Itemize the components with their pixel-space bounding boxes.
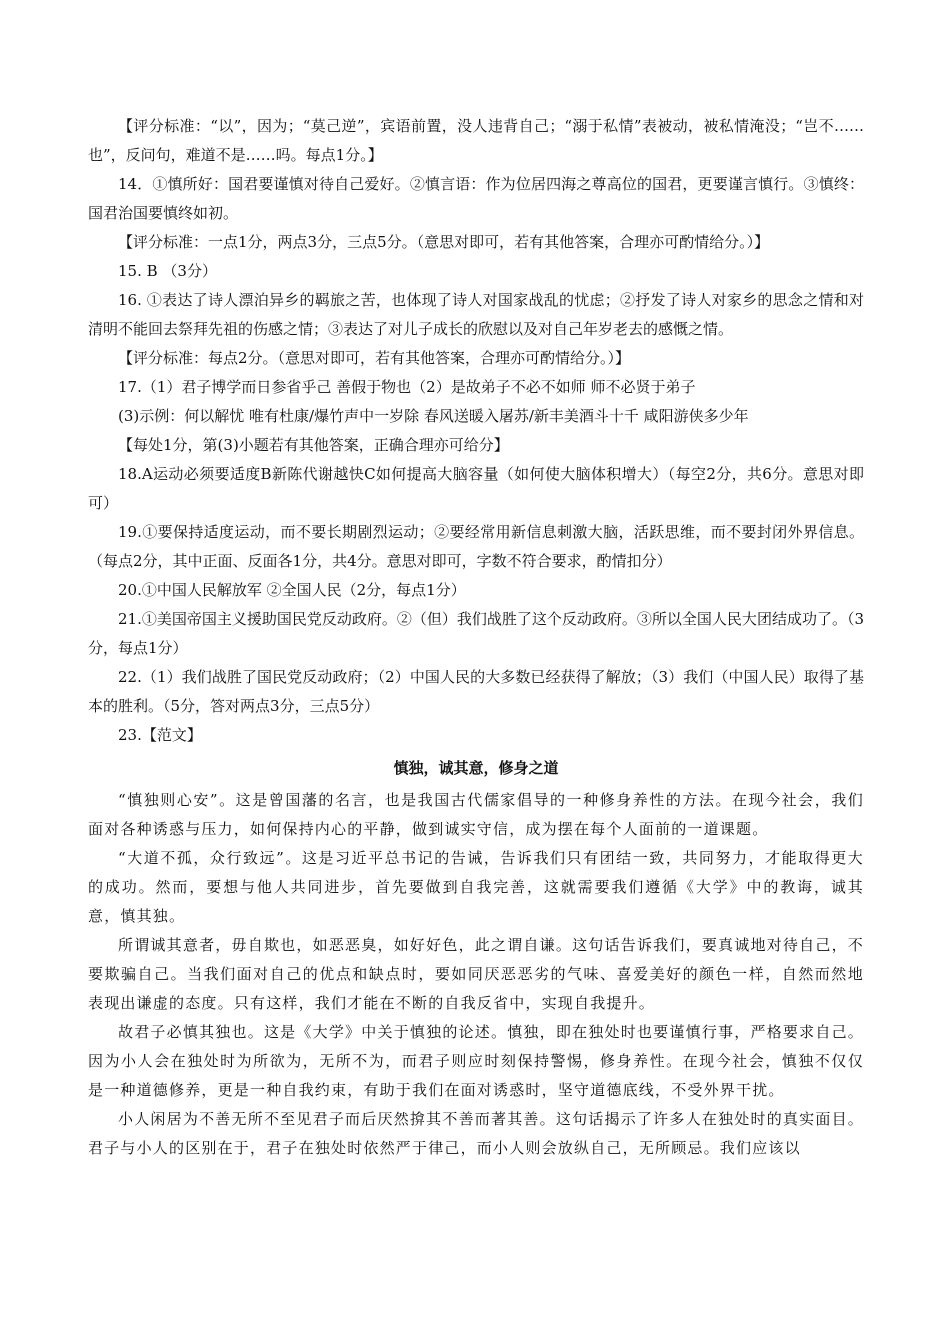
q17-answer-line2: (3)示例：何以解忧 唯有杜康/爆竹声中一岁除 春风送暖入屠苏/新丰美酒斗十千 咸阳游侠多少年 bbox=[118, 407, 749, 425]
q18-answer: 18.A运动必须要适度B新陈代谢越快C如何提高大脑容量（如何使大脑体积增大）（每空2分，共6分。意思对即可） bbox=[88, 465, 864, 512]
essay-paragraph: 所谓诚其意者，毋自欺也，如恶恶臭，如好好色，此之谓自谦。这句话告诉我们，要真诚地对待自己，不要欺骗自己。当我们面对自己的优点和缺点时，要如同厌恶恶劣的气味、喜爱美好的颜色一样，自然而然地表现出谦虚的态度。只有这样，我们才能在不断的自我反省中，实现自我提升。 bbox=[88, 936, 864, 1012]
essay-paragraph: 小人闲居为不善无所不至见君子而后厌然揜其不善而著其善。这句话揭示了许多人在独处时的真实面目。君子与小人的区别在于，君子在独处时依然严于律己，而小人则会放纵自己，无所顾忌。我们应该以 bbox=[88, 1110, 864, 1157]
essay-paragraph: 故君子必慎其独也。这是《大学》中关于慎独的论述。慎独，即在独处时也要谨慎行事，严格要求自己。因为小人会在独处时为所欲为，无所不为，而君子则应时刻保持警惕，修身养性。在现今社会，慎独不仅仅是一种道德修养，更是一种自我约束，有助于我们在面对诱惑时，坚守道德底线，不受外界干扰。 bbox=[88, 1023, 864, 1099]
q16-scoring-criteria: 【评分标准：每点2分。（意思对即可，若有其他答案，合理亦可酌情给分。）】 bbox=[118, 349, 631, 367]
q14-answer: 14．①慎所好：国君要谨慎对待自己爱好。②慎言语：作为位居四海之尊高位的国君，更要谨言慎行。③慎终：国君治国要慎终如初。 bbox=[88, 175, 864, 222]
q17-scoring-criteria: 【每处1分，第(3)小题若有其他答案，正确合理亦可给分】 bbox=[118, 436, 509, 454]
q17-answer-line1: 17.（1）君子博学而日参省乎己 善假于物也（2）是故弟子不必不如师 师不必贤于弟子 bbox=[118, 378, 696, 396]
essay-title: 慎独，诚其意，修身之道 bbox=[393, 759, 559, 777]
q20-answer: 20.①中国人民解放军 ②全国人民（2分，每点1分） bbox=[118, 581, 466, 599]
essay-paragraph: “慎独则心安”。这是曾国藩的名言，也是我国古代儒家倡导的一种修身养性的方法。在现今社会，我们面对各种诱惑与压力，如何保持内心的平静，做到诚实守信，成为摆在每个人面前的一道课题。 bbox=[88, 791, 864, 838]
q16-answer: 16. ①表达了诗人漂泊异乡的羁旅之苦，也体现了诗人对国家战乱的忧虑；②抒发了诗人对家乡的思念之情和对清明不能回去祭拜先祖的伤感之情；③表达了对儿子成长的欣慰以及对自己年岁老去的感慨之情。 bbox=[88, 291, 864, 338]
q22-answer: 22.（1）我们战胜了国民党反动政府；（2）中国人民的大多数已经获得了解放；（3）我们（中国人民）取得了基本的胜利。（5分，答对两点3分，三点5分） bbox=[88, 668, 864, 715]
q21-answer: 21.①美国帝国主义援助国民党反动政府。②（但）我们战胜了这个反动政府。③所以全国人民大团结成功了。（3分，每点1分） bbox=[88, 610, 864, 657]
q19-answer: 19.①要保持适度运动，而不要长期剧烈运动；②要经常用新信息刺激大脑，活跃思维，而不要封闭外界信息。（每点2分，其中正面、反面各1分，共4分。意思对即可，字数不符合要求，酌情扣分） bbox=[88, 523, 864, 570]
q23-label: 23.【范文】 bbox=[118, 726, 202, 744]
essay-paragraph: “大道不孤，众行致远”。这是习近平总书记的告诫，告诉我们只有团结一致，共同努力，才能取得更大的成功。然而，要想与他人共同进步，首先要做到自我完善，这就需要我们遵循《大学》中的教诲，诚其意，慎其独。 bbox=[88, 849, 864, 925]
page-content bbox=[88, 112, 864, 1163]
q13-scoring-criteria: 【评分标准：“以”，因为；“莫己逆”，宾语前置，没人违背自己；“溺于私情”表被动，被私情淹没；“岂不……也”，反问句，难道不是……吗。每点1分。】 bbox=[88, 117, 864, 164]
q15-answer: 15. B （3分） bbox=[118, 262, 217, 280]
q14-scoring-criteria: 【评分标准：一点1分，两点3分，三点5分。（意思对即可，若有其他答案，合理亦可酌情给分。）】 bbox=[118, 233, 770, 251]
essay-body bbox=[88, 786, 864, 1163]
